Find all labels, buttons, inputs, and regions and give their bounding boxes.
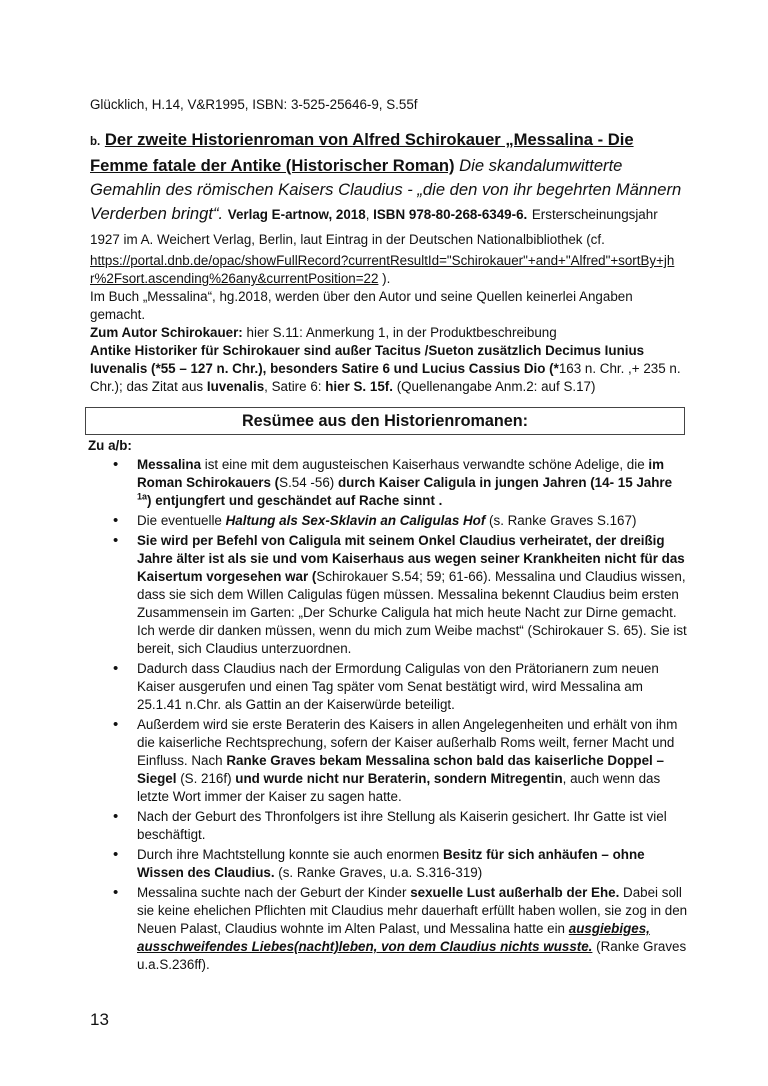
isbn: ISBN 978-80-268-6349-6. (373, 207, 528, 222)
book-note: Im Buch „Messalina“, hg.2018, werden über den Autor und seine Quellen keinerlei Angaben gemacht. (90, 289, 633, 322)
list-item: • Messalina ist eine mit dem augusteischen Kaiserhaus verwandte schöne Adelige, die im Roman Schirokauers (S.54 -56) durch Kaiser Caligula in jungen Jahren (14- 15 Jahre $^{1a}$) entjungfert und geschändet auf Rache sinnt . (110, 456, 688, 510)
list-item: • Sie wird per Befehl von Caligula mit seinem Onkel Claudius verheiratet, der dreißig Jahre älter ist als sie und vom Kaiserhaus aus wegen seiner Krankheiten nicht für das Kaisertum vorgesehen war (Schirokauer S.54; 59; 61-66). Messalina und Claudius wissen, dass sie sich dem Willen Caligulas fügen müssen. Messalina bekennt Claudius beim ersten Zusammensein im Garten: „Der Schurke Caligula hat mich heute Nacht zur Dirne gemacht. Ich werde dir danken müssen, wenn du mich zum Weibe machst“ (Schirokauer S. 65). Sie ist bereit, sich Claudius unterzuordnen. (110, 532, 688, 658)
source-note: (Quellenangabe Anm.2: auf S.17) (396, 379, 596, 394)
list-item: • Dadurch dass Claudius nach der Ermordung Caligulas von den Prätorianern zum neuen Kaiser ausgerufen und einen Tag später vom Senat bestätigt wird, wird Messalina am 25.1.41 n.Chr. als Gattin an der Kaiserwürde beteiligt. (110, 660, 688, 714)
iuvenalis: Iuvenalis (206, 379, 265, 394)
ancient-historians: Antike Historiker für Schirokauer sind außer Tacitus /Sueton zusätzlich Decimus Iunius Iuvenalis (*55 – 127 n. Chr.), besonders Satire 6 und Lucius Cassius Dio (* (90, 343, 645, 376)
summary-heading-box: Resümee aus den Historienromanen: (85, 407, 685, 435)
first-publication: Ersterscheinungsjahr 1927 im A. Weichert Verlag, Berlin, laut Eintrag in der Deutschen Nationalbibliothek (cf. (90, 207, 658, 247)
author-label: Zum Autor Schirokauer: (90, 325, 243, 340)
page-number: 13 (90, 1010, 109, 1029)
publisher: Verlag E-artnow, 2018 (227, 207, 366, 222)
list-item: • Die eventuelle Haltung als Sex-Sklavin an Caligulas Hof (s. Ranke Graves S.167) (110, 512, 688, 530)
list-item: • Durch ihre Machtstellung konnte sie auch enormen Besitz für sich anhäufen – ohne Wissen des Claudius. (s. Ranke Graves, u.a. S.316-319) (110, 846, 688, 882)
summary-bullet-list (110, 456, 688, 976)
hier-ref: hier S. 15f. (325, 379, 393, 394)
author-text: hier S.11: Anmerkung 1, in der Produktbeschreibung (246, 325, 557, 340)
ancient-dates: 163 n. Chr. ,+ 235 n. Chr.); das Zitat aus (90, 361, 681, 394)
list-item: • Messalina suchte nach der Geburt der Kinder sexuelle Lust außerhalb der Ehe. Dabei soll sie keine ehelichen Pflichten mit Claudius mehr dauerhaft erfüllt haben wollen, sie zog in den Neuen Palast, Claudius wohnte im Alten Palast, und Messalina hatte ein ausgiebiges, ausschweifendes Liebes(nacht)leben, von dem Claudius nichts wusste. (Ranke Graves u.a.S.236ff). (110, 884, 688, 974)
zu-ab-label: Zu a/b: (88, 438, 132, 453)
novel-title: Der zweite Historienroman von Alfred Schirokauer „Messalina - Die Femme fatale der Antike (Historischer Roman) (90, 130, 634, 175)
list-item: • Außerdem wird sie erste Beraterin des Kaisers in allen Angelegenheiten und erhält von ihm die kaiserliche Rechtsprechung, sofern der Kaiser außerhalb Roms weilt, ferner Macht und Einfluss. Nach Ranke Graves bekam Messalina schon bald das kaiserliche Doppel –Siegel (S. 216f) und wurde nicht nur Beraterin, sondern Mitregentin, auch wenn das letzte Wort immer der Kaiser zu sagen hatte. (110, 716, 688, 806)
novel-subtitle: Die skandalumwitterte Gemahlin des römischen Kaisers Claudius - „die den von ihr begehrten Männern Verderben bringt“. (90, 156, 682, 223)
link-close: ). (382, 271, 391, 286)
section-letter: b. (90, 136, 101, 148)
dnb-link[interactable]: https://portal.dnb.de/opac/showFullRecord?currentResultId="Schirokauer"+and+"Alfred"+sortBy+jhr%2Fsort.ascending%26any&currentPosition=22 (90, 253, 675, 286)
reference-line: Glücklich, H.14, V&R1995, ISBN: 3-525-25646-9, S.55f (90, 97, 418, 112)
section-b: b. Der zweite Historienroman von Alfred Schirokauer „Messalina - Die Femme fatale der Antike (Historischer Roman) Die skandalumwitterte Gemahlin des römischen Kaisers Claudius - „die den von ihr begehrten Männern Verderben bringt“. Verlag E-artnow, 2018, ISBN 978-80-268-6349-6. Ersterscheinungsjahr 1927 im A. Weichert Verlag, Berlin, laut Eintrag in der Deutschen Nationalbibliothek (cf. https://portal.dnb.de/opac/showFullRecord?currentResultId="Schirokauer"+and+"Alfred"+sortBy+jhr%2Fsort.ascending%26any&currentPosition=22 ). Im Buch „Messalina“, hg.2018, werden über den Autor und seine Quellen keinerlei Angaben gemacht. Zum Autor Schirokauer: hier S.11: Anmerkung 1, in der Produktbeschreibung Antike Historiker für Schirokauer sind außer Tacitus /Sueton zusätzlich Decimus Iunius Iuvenalis (*55 – 127 n. Chr.), besonders Satire 6 und Lucius Cassius Dio (*163 n. Chr. ,+ 235 n. Chr.); das Zitat aus Iuvenalis, Satire 6: hier S. 15f. (Quellenangabe Anm.2: auf S.17) (90, 128, 690, 396)
satire: , Satire 6: (264, 379, 322, 394)
list-item: • Nach der Geburt des Thronfolgers ist ihre Stellung als Kaiserin gesichert. Ihr Gatte ist viel beschäftigt. (110, 808, 688, 844)
